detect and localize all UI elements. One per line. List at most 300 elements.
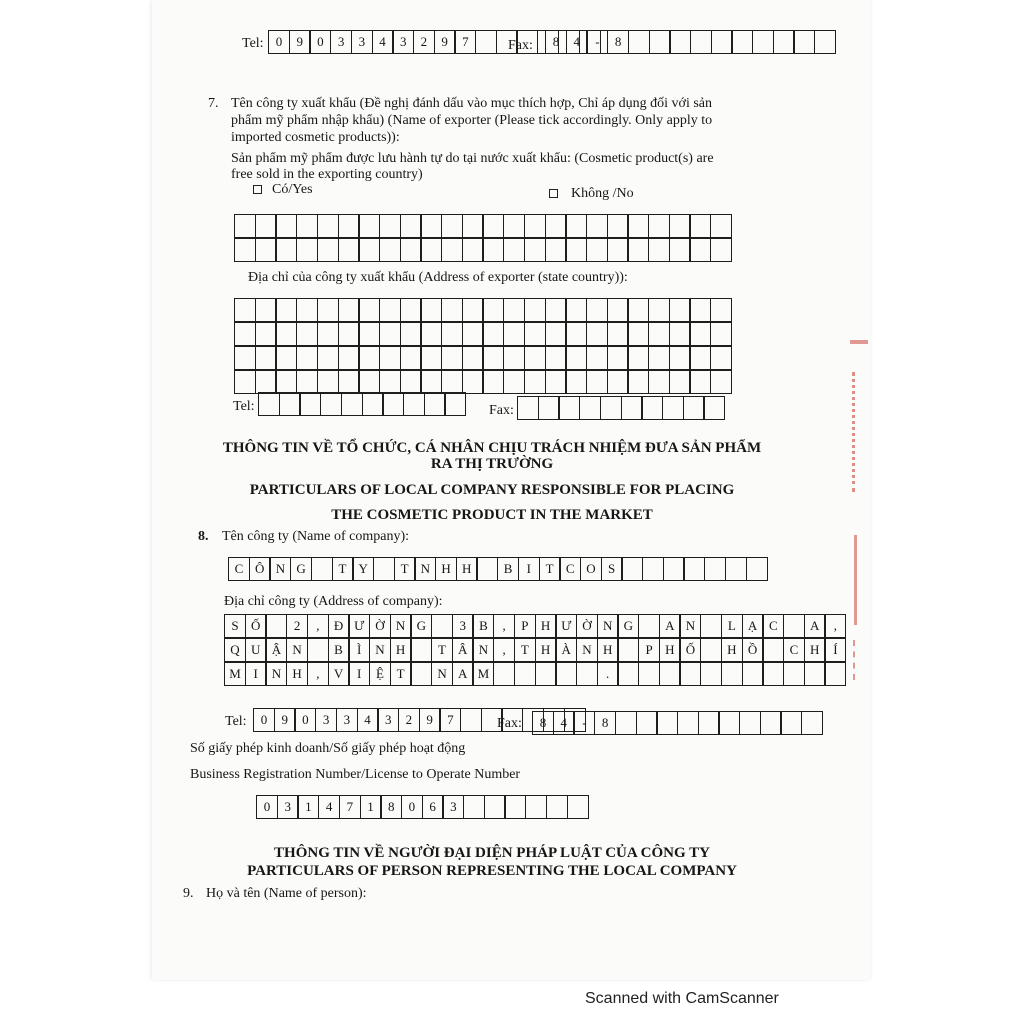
char-box[interactable]: À: [555, 638, 577, 662]
char-box[interactable]: ,: [824, 614, 846, 638]
char-box[interactable]: [379, 370, 401, 394]
char-box[interactable]: 9: [419, 708, 441, 732]
char-box[interactable]: [760, 711, 782, 735]
char-box[interactable]: [431, 614, 453, 638]
char-box[interactable]: [801, 711, 823, 735]
char-box[interactable]: [524, 214, 546, 238]
char-box[interactable]: [265, 614, 287, 638]
char-box[interactable]: [607, 214, 629, 238]
char-box[interactable]: H: [456, 557, 478, 581]
char-box[interactable]: [721, 662, 743, 686]
char-box[interactable]: [617, 662, 639, 686]
char-box[interactable]: [517, 396, 539, 420]
char-box[interactable]: [234, 214, 256, 238]
top-fax-field[interactable]: [545, 30, 836, 54]
char-box[interactable]: [648, 238, 670, 262]
char-box[interactable]: 0: [253, 708, 275, 732]
char-box[interactable]: [725, 557, 747, 581]
char-box[interactable]: [296, 238, 318, 262]
char-box[interactable]: [586, 298, 608, 322]
char-box[interactable]: [700, 638, 722, 662]
char-box[interactable]: [462, 346, 484, 370]
char-box[interactable]: [462, 238, 484, 262]
char-box[interactable]: [234, 322, 256, 346]
char-box[interactable]: N: [414, 557, 436, 581]
char-box[interactable]: [482, 298, 504, 322]
char-box[interactable]: [746, 557, 768, 581]
char-box[interactable]: [279, 392, 301, 416]
char-box[interactable]: [627, 214, 649, 238]
char-box[interactable]: [379, 346, 401, 370]
char-box[interactable]: [703, 396, 725, 420]
char-box[interactable]: N: [576, 638, 598, 662]
char-box[interactable]: [317, 322, 339, 346]
char-box[interactable]: [400, 298, 422, 322]
char-box[interactable]: Đ: [328, 614, 350, 638]
char-box[interactable]: [524, 346, 546, 370]
char-box[interactable]: [441, 238, 463, 262]
char-box[interactable]: [296, 346, 318, 370]
company-fax-field[interactable]: [532, 711, 823, 735]
char-box[interactable]: [234, 370, 256, 394]
char-box[interactable]: [586, 238, 608, 262]
char-box[interactable]: -: [573, 711, 595, 735]
char-box[interactable]: [358, 322, 380, 346]
char-box[interactable]: [689, 370, 711, 394]
char-box[interactable]: [567, 795, 589, 819]
char-box[interactable]: [420, 214, 442, 238]
char-box[interactable]: 8: [545, 30, 567, 54]
char-box[interactable]: [338, 298, 360, 322]
char-box[interactable]: 0: [268, 30, 290, 54]
char-box[interactable]: T: [539, 557, 561, 581]
char-box[interactable]: [255, 322, 277, 346]
char-box[interactable]: [475, 30, 497, 54]
char-box[interactable]: Ư: [348, 614, 370, 638]
char-box[interactable]: [482, 238, 504, 262]
char-box[interactable]: [441, 346, 463, 370]
char-box[interactable]: [600, 396, 622, 420]
char-box[interactable]: N: [269, 557, 291, 581]
char-box[interactable]: I: [348, 662, 370, 686]
char-box[interactable]: [648, 214, 670, 238]
char-box[interactable]: [669, 214, 691, 238]
char-box[interactable]: [514, 662, 536, 686]
char-box[interactable]: [403, 392, 425, 416]
char-box[interactable]: [373, 557, 395, 581]
char-box[interactable]: [441, 370, 463, 394]
char-box[interactable]: [462, 298, 484, 322]
char-box[interactable]: [742, 662, 764, 686]
char-box[interactable]: V: [328, 662, 350, 686]
char-box[interactable]: 2: [286, 614, 308, 638]
char-box[interactable]: N: [472, 638, 494, 662]
char-box[interactable]: [307, 638, 329, 662]
char-box[interactable]: 3: [452, 614, 474, 638]
char-box[interactable]: Y: [352, 557, 374, 581]
exporter-address-row-4[interactable]: [234, 370, 732, 394]
char-box[interactable]: [545, 346, 567, 370]
char-box[interactable]: 8: [594, 711, 616, 735]
char-box[interactable]: [525, 795, 547, 819]
char-box[interactable]: 7: [439, 708, 461, 732]
char-box[interactable]: [275, 298, 297, 322]
char-box[interactable]: [638, 614, 660, 638]
char-box[interactable]: [484, 795, 506, 819]
char-box[interactable]: [462, 214, 484, 238]
char-box[interactable]: L: [721, 614, 743, 638]
char-box[interactable]: [420, 322, 442, 346]
char-box[interactable]: [627, 298, 649, 322]
char-box[interactable]: H: [659, 638, 681, 662]
char-box[interactable]: 0: [309, 30, 331, 54]
char-box[interactable]: [524, 370, 546, 394]
char-box[interactable]: [669, 238, 691, 262]
char-box[interactable]: I: [245, 662, 267, 686]
char-box[interactable]: [317, 238, 339, 262]
char-box[interactable]: [704, 557, 726, 581]
char-box[interactable]: [255, 214, 277, 238]
char-box[interactable]: C: [762, 614, 784, 638]
char-box[interactable]: [555, 662, 577, 686]
char-box[interactable]: [642, 557, 664, 581]
char-box[interactable]: [773, 30, 795, 54]
char-box[interactable]: ,: [307, 614, 329, 638]
char-box[interactable]: [689, 298, 711, 322]
char-box[interactable]: 8: [532, 711, 554, 735]
char-box[interactable]: [700, 614, 722, 638]
char-box[interactable]: [731, 30, 753, 54]
char-box[interactable]: N: [431, 662, 453, 686]
char-box[interactable]: [565, 322, 587, 346]
char-box[interactable]: [538, 396, 560, 420]
char-box[interactable]: 2: [398, 708, 420, 732]
char-box[interactable]: [476, 557, 498, 581]
char-box[interactable]: [441, 214, 463, 238]
char-box[interactable]: [379, 238, 401, 262]
char-box[interactable]: [565, 346, 587, 370]
char-box[interactable]: [783, 614, 805, 638]
char-box[interactable]: [420, 370, 442, 394]
char-box[interactable]: 4: [553, 711, 575, 735]
exporter-address-row-2[interactable]: [234, 322, 732, 346]
char-box[interactable]: [586, 322, 608, 346]
char-box[interactable]: Í: [824, 638, 846, 662]
char-box[interactable]: 1: [297, 795, 319, 819]
char-box[interactable]: [311, 557, 333, 581]
char-box[interactable]: T: [394, 557, 416, 581]
exporter-address-row-3[interactable]: [234, 346, 732, 370]
char-box[interactable]: 7: [454, 30, 476, 54]
char-box[interactable]: 1: [360, 795, 382, 819]
char-box[interactable]: [683, 396, 705, 420]
char-box[interactable]: [524, 238, 546, 262]
char-box[interactable]: A: [452, 662, 474, 686]
char-box[interactable]: S: [224, 614, 246, 638]
char-box[interactable]: [558, 396, 580, 420]
char-box[interactable]: [627, 370, 649, 394]
char-box[interactable]: [718, 711, 740, 735]
char-box[interactable]: [607, 346, 629, 370]
char-box[interactable]: [780, 711, 802, 735]
char-box[interactable]: N: [369, 638, 391, 662]
char-box[interactable]: [524, 298, 546, 322]
char-box[interactable]: B: [472, 614, 494, 638]
char-box[interactable]: [410, 662, 432, 686]
char-box[interactable]: [424, 392, 446, 416]
no-checkbox[interactable]: [549, 189, 558, 198]
char-box[interactable]: N: [597, 614, 619, 638]
char-box[interactable]: Ệ: [369, 662, 391, 686]
char-box[interactable]: [482, 214, 504, 238]
char-box[interactable]: [317, 298, 339, 322]
char-box[interactable]: [824, 662, 846, 686]
char-box[interactable]: [338, 370, 360, 394]
char-box[interactable]: [648, 322, 670, 346]
char-box[interactable]: [258, 392, 280, 416]
char-box[interactable]: [607, 322, 629, 346]
char-box[interactable]: 6: [422, 795, 444, 819]
char-box[interactable]: 8: [607, 30, 629, 54]
char-box[interactable]: [400, 322, 422, 346]
char-box[interactable]: [545, 298, 567, 322]
char-box[interactable]: [503, 322, 525, 346]
char-box[interactable]: S: [601, 557, 623, 581]
char-box[interactable]: [503, 370, 525, 394]
yes-checkbox[interactable]: [253, 185, 262, 194]
char-box[interactable]: B: [328, 638, 350, 662]
char-box[interactable]: -: [586, 30, 608, 54]
char-box[interactable]: [296, 298, 318, 322]
char-box[interactable]: [669, 30, 691, 54]
char-box[interactable]: 4: [357, 708, 379, 732]
char-box[interactable]: [420, 346, 442, 370]
char-box[interactable]: H: [435, 557, 457, 581]
char-box[interactable]: 0: [401, 795, 423, 819]
char-box[interactable]: [638, 662, 660, 686]
char-box[interactable]: [607, 298, 629, 322]
char-box[interactable]: Ờ: [369, 614, 391, 638]
char-box[interactable]: [317, 370, 339, 394]
char-box[interactable]: Ư: [555, 614, 577, 638]
char-box[interactable]: [669, 370, 691, 394]
char-box[interactable]: [460, 708, 482, 732]
char-box[interactable]: [503, 238, 525, 262]
char-box[interactable]: [255, 370, 277, 394]
char-box[interactable]: [535, 662, 557, 686]
char-box[interactable]: H: [286, 662, 308, 686]
char-box[interactable]: [341, 392, 363, 416]
char-box[interactable]: 7: [339, 795, 361, 819]
char-box[interactable]: [546, 795, 568, 819]
char-box[interactable]: N: [390, 614, 412, 638]
char-box[interactable]: [482, 346, 504, 370]
char-box[interactable]: T: [332, 557, 354, 581]
exporter-tel-field[interactable]: [258, 392, 466, 416]
char-box[interactable]: Ố: [245, 614, 267, 638]
license-number-field[interactable]: [256, 795, 589, 819]
char-box[interactable]: [441, 298, 463, 322]
char-box[interactable]: [739, 711, 761, 735]
char-box[interactable]: [463, 795, 485, 819]
char-box[interactable]: [275, 346, 297, 370]
company-address-row-2[interactable]: [224, 638, 846, 662]
char-box[interactable]: [255, 346, 277, 370]
char-box[interactable]: [762, 638, 784, 662]
char-box[interactable]: 9: [434, 30, 456, 54]
char-box[interactable]: [586, 370, 608, 394]
char-box[interactable]: [698, 711, 720, 735]
char-box[interactable]: [545, 238, 567, 262]
char-box[interactable]: [783, 662, 805, 686]
char-box[interactable]: M: [472, 662, 494, 686]
char-box[interactable]: 3: [442, 795, 464, 819]
char-box[interactable]: H: [597, 638, 619, 662]
char-box[interactable]: 9: [274, 708, 296, 732]
char-box[interactable]: [296, 214, 318, 238]
char-box[interactable]: A: [659, 614, 681, 638]
char-box[interactable]: [621, 396, 643, 420]
char-box[interactable]: [317, 346, 339, 370]
char-box[interactable]: [400, 346, 422, 370]
char-box[interactable]: T: [514, 638, 536, 662]
char-box[interactable]: ,: [493, 614, 515, 638]
char-box[interactable]: M: [224, 662, 246, 686]
char-box[interactable]: [275, 238, 297, 262]
char-box[interactable]: [711, 30, 733, 54]
char-box[interactable]: [662, 396, 684, 420]
char-box[interactable]: [648, 370, 670, 394]
char-box[interactable]: [420, 238, 442, 262]
char-box[interactable]: [545, 214, 567, 238]
char-box[interactable]: [234, 346, 256, 370]
char-box[interactable]: [710, 322, 732, 346]
char-box[interactable]: [255, 298, 277, 322]
char-box[interactable]: [627, 322, 649, 346]
char-box[interactable]: [689, 346, 711, 370]
char-box[interactable]: [444, 392, 466, 416]
char-box[interactable]: 9: [289, 30, 311, 54]
char-box[interactable]: [689, 214, 711, 238]
char-box[interactable]: 0: [256, 795, 278, 819]
char-box[interactable]: [338, 214, 360, 238]
char-box[interactable]: [400, 238, 422, 262]
char-box[interactable]: C: [228, 557, 250, 581]
char-box[interactable]: [627, 238, 649, 262]
char-box[interactable]: [607, 238, 629, 262]
char-box[interactable]: [641, 396, 663, 420]
char-box[interactable]: [700, 662, 722, 686]
char-box[interactable]: [296, 370, 318, 394]
char-box[interactable]: [482, 322, 504, 346]
char-box[interactable]: [338, 346, 360, 370]
char-box[interactable]: [565, 298, 587, 322]
char-box[interactable]: [545, 322, 567, 346]
char-box[interactable]: [710, 370, 732, 394]
char-box[interactable]: [663, 557, 685, 581]
char-box[interactable]: [462, 322, 484, 346]
char-box[interactable]: [317, 214, 339, 238]
char-box[interactable]: [752, 30, 774, 54]
char-box[interactable]: [255, 238, 277, 262]
char-box[interactable]: [586, 214, 608, 238]
char-box[interactable]: H: [721, 638, 743, 662]
char-box[interactable]: [420, 298, 442, 322]
char-box[interactable]: 0: [294, 708, 316, 732]
char-box[interactable]: .: [597, 662, 619, 686]
char-box[interactable]: [627, 346, 649, 370]
char-box[interactable]: Ờ: [576, 614, 598, 638]
char-box[interactable]: [462, 370, 484, 394]
char-box[interactable]: G: [290, 557, 312, 581]
char-box[interactable]: [338, 238, 360, 262]
char-box[interactable]: G: [410, 614, 432, 638]
char-box[interactable]: [320, 392, 342, 416]
char-box[interactable]: [524, 322, 546, 346]
char-box[interactable]: [814, 30, 836, 54]
char-box[interactable]: G: [617, 614, 639, 638]
char-box[interactable]: 3: [336, 708, 358, 732]
exporter-name-row-2[interactable]: [234, 238, 732, 262]
char-box[interactable]: [545, 370, 567, 394]
char-box[interactable]: 3: [315, 708, 337, 732]
char-box[interactable]: [617, 638, 639, 662]
char-box[interactable]: Ạ: [742, 614, 764, 638]
char-box[interactable]: [576, 662, 598, 686]
char-box[interactable]: [234, 298, 256, 322]
char-box[interactable]: C: [783, 638, 805, 662]
char-box[interactable]: 3: [351, 30, 373, 54]
char-box[interactable]: [565, 238, 587, 262]
char-box[interactable]: [710, 298, 732, 322]
char-box[interactable]: [656, 711, 678, 735]
char-box[interactable]: [234, 238, 256, 262]
char-box[interactable]: [275, 322, 297, 346]
char-box[interactable]: [358, 346, 380, 370]
char-box[interactable]: [275, 214, 297, 238]
char-box[interactable]: Â: [452, 638, 474, 662]
char-box[interactable]: [621, 557, 643, 581]
char-box[interactable]: [659, 662, 681, 686]
char-box[interactable]: [358, 298, 380, 322]
char-box[interactable]: [565, 214, 587, 238]
char-box[interactable]: P: [638, 638, 660, 662]
char-box[interactable]: [382, 392, 404, 416]
char-box[interactable]: [804, 662, 826, 686]
char-box[interactable]: T: [390, 662, 412, 686]
char-box[interactable]: N: [679, 614, 701, 638]
char-box[interactable]: T: [431, 638, 453, 662]
char-box[interactable]: U: [245, 638, 267, 662]
char-box[interactable]: H: [390, 638, 412, 662]
char-box[interactable]: [690, 30, 712, 54]
char-box[interactable]: 3: [377, 708, 399, 732]
char-box[interactable]: [689, 238, 711, 262]
char-box[interactable]: [710, 346, 732, 370]
company-address-row-3[interactable]: [224, 662, 846, 686]
char-box[interactable]: [649, 30, 671, 54]
company-name-field[interactable]: [228, 557, 768, 581]
char-box[interactable]: [358, 238, 380, 262]
char-box[interactable]: [275, 370, 297, 394]
char-box[interactable]: P: [514, 614, 536, 638]
char-box[interactable]: [669, 322, 691, 346]
char-box[interactable]: [607, 370, 629, 394]
char-box[interactable]: [503, 346, 525, 370]
char-box[interactable]: [579, 396, 601, 420]
char-box[interactable]: 3: [277, 795, 299, 819]
char-box[interactable]: 4: [566, 30, 588, 54]
